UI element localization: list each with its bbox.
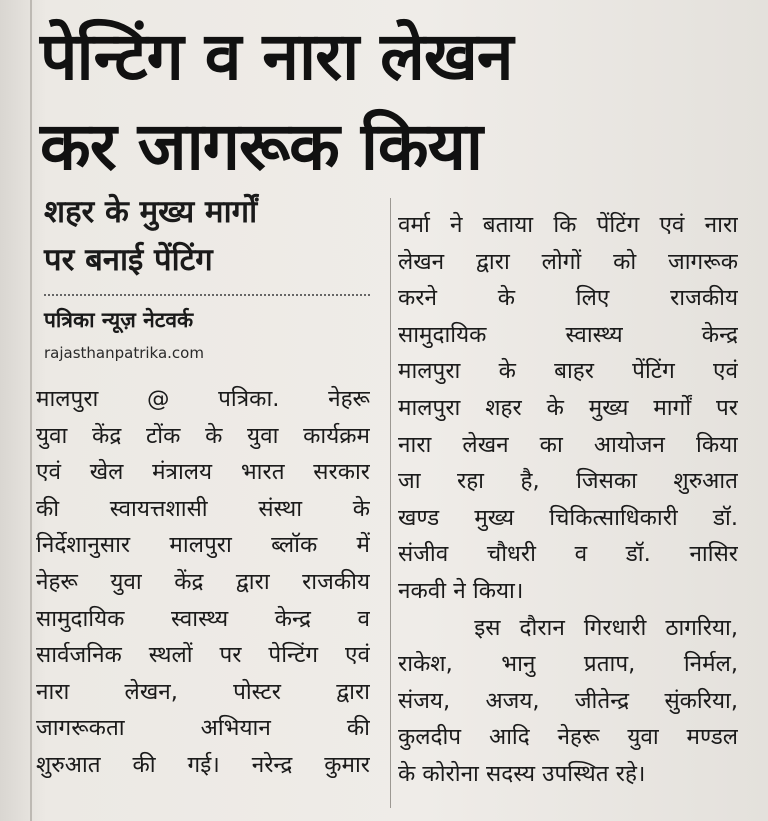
article-line: मालपुरा @ पत्रिका. नेहरू — [36, 386, 370, 412]
article-line: संजीव चौधरी व डॉ. नासिर — [398, 541, 738, 568]
article-line: मालपुरा शहर के मुख्य मार्गों पर — [398, 394, 738, 421]
headline-line-1: पेन्टिंग व नारा लेखन — [40, 18, 513, 95]
article-line: कुलदीप आदि नेहरू युवा मण्डल — [398, 724, 738, 751]
dotted-divider — [44, 294, 370, 296]
subheadline-line-1: शहर के मुख्य मार्गों — [44, 194, 258, 230]
article-line: नकवी ने किया। — [398, 577, 524, 604]
article-line: करने के लिए राजकीय — [398, 285, 738, 312]
article-line: सामुदायिक स्वास्थ्य केन्द्र — [398, 321, 738, 348]
byline: पत्रिका न्यूज़ नेटवर्क — [44, 308, 194, 332]
article-line: नारा लेखन का आयोजन किया — [398, 431, 738, 458]
article-line: सामुदायिक स्वास्थ्य केन्द्र व — [36, 605, 370, 632]
article-line: सार्वजनिक स्थलों पर पेन्टिंग एवं — [36, 642, 370, 669]
website-credit: rajasthanpatrika.com — [44, 344, 204, 362]
article-column-left — [36, 381, 370, 784]
column-divider — [390, 198, 391, 808]
headline-line-2: कर जागरूक किया — [40, 108, 482, 185]
article-line: नेहरू युवा केंद्र द्वारा राजकीय — [36, 568, 370, 595]
article-line: राकेश, भानु प्रताप, निर्मल, — [398, 651, 738, 678]
article-line: निर्देशानुसार मालपुरा ब्लॉक में — [36, 532, 370, 559]
article-line: खण्ड मुख्य चिकित्साधिकारी डॉ. — [398, 504, 738, 531]
article-line: की स्वायत्तशासी संस्था के — [36, 495, 370, 522]
article-line: लेखन द्वारा लोगों को जागरूक — [398, 248, 738, 275]
subheadline — [44, 188, 374, 284]
article-line: जा रहा है, जिसका शुरुआत — [398, 468, 738, 495]
subheadline-line-2: पर बनाई पेंटिंग — [44, 242, 213, 278]
article-line: जागरूकता अभियान की — [36, 715, 370, 742]
article-column-right — [398, 207, 738, 793]
article-line: वर्मा ने बताया कि पेंटिंग एवं नारा — [398, 212, 738, 238]
page-fold-line — [30, 0, 32, 821]
article-line: इस दौरान गिरधारी ठागरिया, — [398, 614, 738, 641]
headline — [40, 12, 760, 192]
article-line: नारा लेखन, पोस्टर द्वारा — [36, 678, 370, 705]
article-line: एवं खेल मंत्रालय भारत सरकार — [36, 459, 370, 486]
article-line: संजय, अजय, जीतेन्द्र सुंकरिया, — [398, 687, 738, 714]
article-line: युवा केंद्र टोंक के युवा कार्यक्रम — [36, 422, 370, 449]
article-line: के कोरोना सदस्य उपस्थित रहे। — [398, 760, 646, 787]
article-line: शुरुआत की गई। नरेन्द्र कुमार — [36, 751, 370, 778]
article-line: मालपुरा के बाहर पेंटिंग एवं — [398, 358, 738, 385]
